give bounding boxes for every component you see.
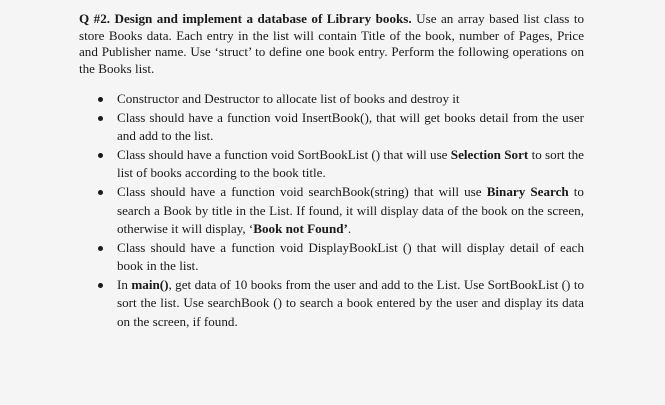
task-item xyxy=(79,146,584,183)
task-text-bold-2: Book not Found’ xyxy=(253,220,348,236)
task-item xyxy=(79,276,584,331)
task-text-post: to sort the list of books according to the book title. xyxy=(117,147,584,181)
bullet-icon xyxy=(98,190,103,195)
bullet-icon xyxy=(98,116,103,121)
task-text-post: . xyxy=(347,220,352,236)
task-list xyxy=(79,90,584,331)
task-text-pre: In xyxy=(117,276,132,292)
task-text-pre: Class should have a function void searchBook(string) that will use xyxy=(117,184,487,200)
task-item xyxy=(79,239,584,276)
bullet-icon xyxy=(98,97,103,102)
task-text-bold: Selection Sort xyxy=(450,147,529,163)
task-text: Class should have a function void DisplayBookList () that will display detail of each book in the list. xyxy=(117,239,584,274)
task-text-post: , get data of 10 books from the user and add to the List. Use SortBookList () to sort the list. Use searchBook () to search a book entered by the user and display its data on the screen, if found. xyxy=(117,276,585,329)
question-body: Use an array based list class to store Books data. Each entry in the list will contain Title of the book, number of Pages, Price and Publisher name. Use ‘struct’ to define one book entry. Perform the following operations on the Books list. xyxy=(79,11,585,76)
task-item xyxy=(79,183,584,238)
task-item xyxy=(79,109,584,146)
bullet-icon xyxy=(98,283,103,288)
task-text-pre: Class should have a function void SortBookList () that will use xyxy=(117,147,451,163)
bullet-icon xyxy=(98,153,103,158)
task-item xyxy=(79,90,584,108)
task-text-mid: to search a Book by title in the List. If found, it will display data of the book on the screen, otherwise it will display, ‘ xyxy=(117,184,584,236)
question-heading: Design and implement a database of Library books. xyxy=(114,11,412,26)
task-text-bold: Binary Search xyxy=(486,184,569,200)
question-paragraph xyxy=(79,11,584,77)
task-text: Constructor and Destructor to allocate list of books and destroy it xyxy=(117,91,460,106)
task-text: Class should have a function void InsertBook(), that will get books detail from the user and add to the list. xyxy=(117,109,584,144)
task-text-bold: main() xyxy=(131,276,169,292)
bullet-icon xyxy=(98,246,103,251)
question-number: Q #2. xyxy=(79,11,111,26)
